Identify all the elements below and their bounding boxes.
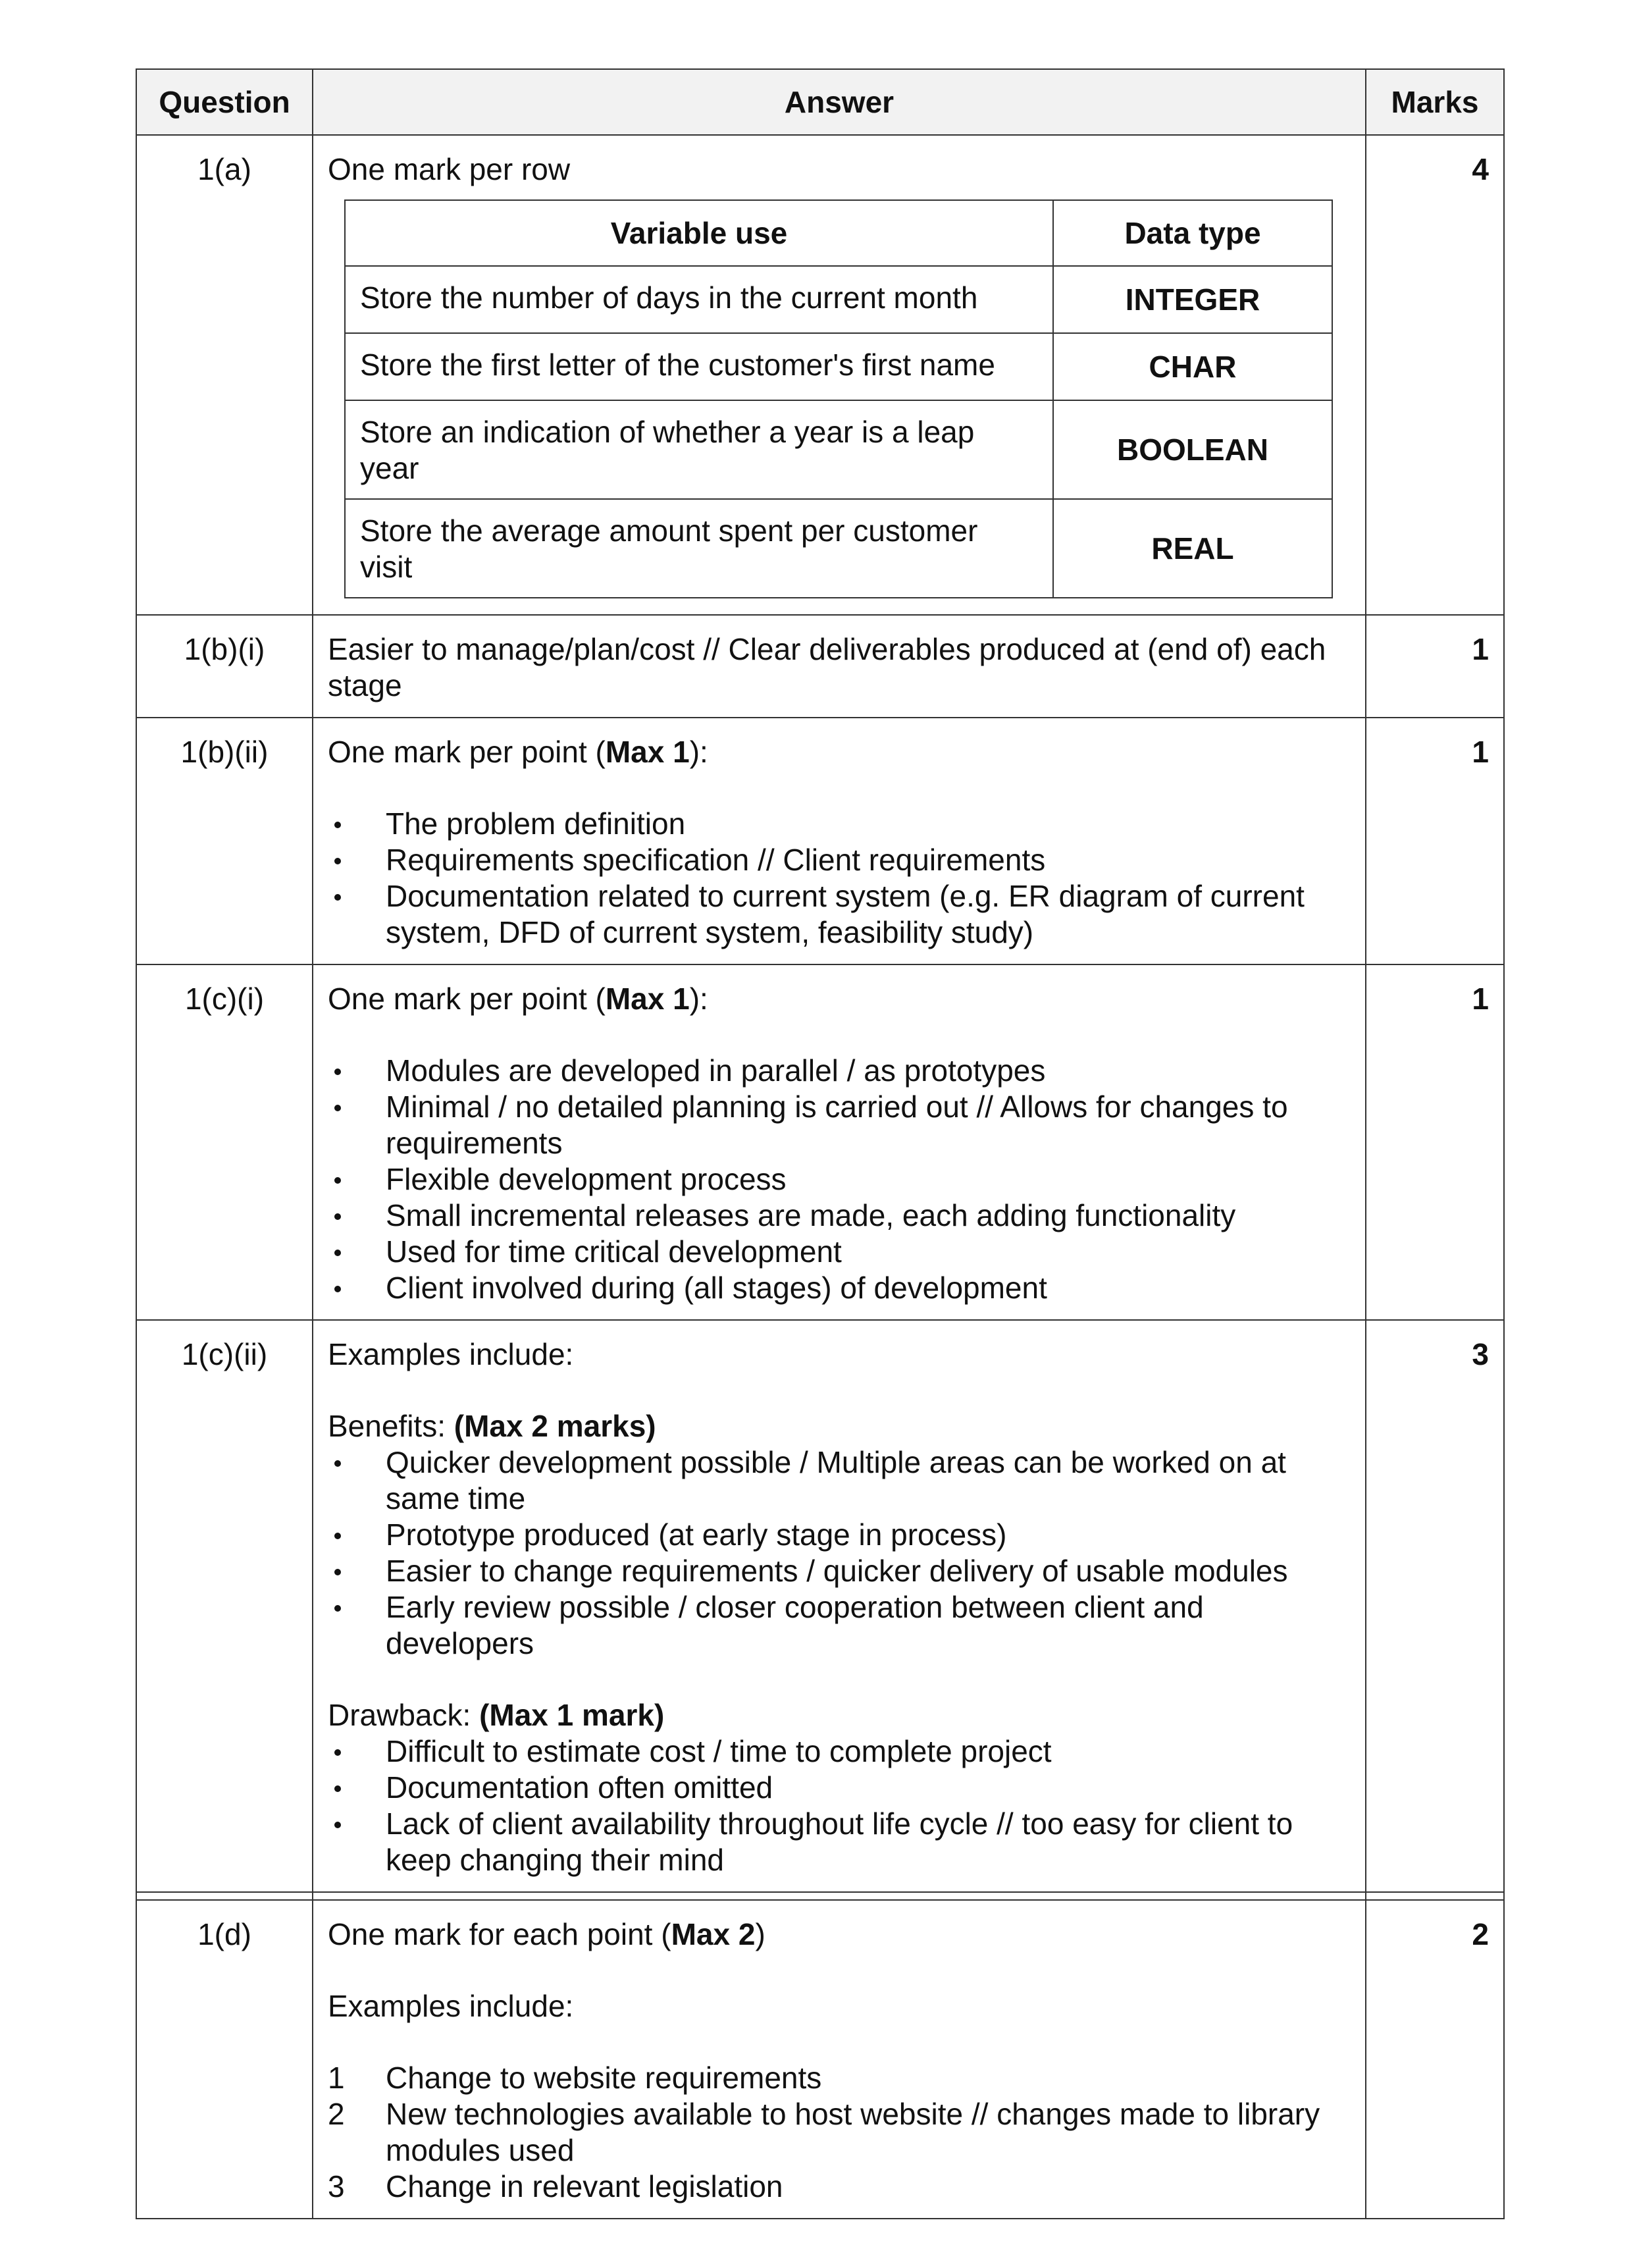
intro-end: ) (755, 1917, 765, 1951)
intro-end: ): (689, 735, 708, 769)
marks-value: 2 (1366, 1900, 1504, 2219)
data-type-header: Data type (1053, 200, 1332, 266)
answer-intro: One mark per row (328, 152, 571, 186)
drawback-list (328, 1733, 1351, 1878)
list-item: Modules are developed in parallel / as prototypes (328, 1053, 1351, 1089)
row-1cii (136, 1320, 1504, 1892)
question-number: 1(b)(i) (136, 615, 313, 718)
variable-type-table (344, 199, 1333, 598)
question-number: 1(c)(ii) (136, 1320, 313, 1892)
point-list (328, 1053, 1351, 1306)
list-item: The problem definition (328, 806, 1351, 842)
question-number: 1(b)(ii) (136, 718, 313, 964)
answer-cell (313, 1320, 1366, 1892)
examples-label: Examples include: (328, 1989, 574, 2023)
item-number: 1 (328, 2061, 345, 2095)
question-number: 1(c)(i) (136, 964, 313, 1320)
list-item: Early review possible / closer cooperation between client and developers (328, 1589, 1351, 1662)
variable-use: Store an indication of whether a year is a leap year (345, 400, 1053, 499)
separator-row (136, 1892, 1504, 1900)
list-item: Difficult to estimate cost / time to complete project (328, 1733, 1351, 1770)
row-1d (136, 1900, 1504, 2219)
answer-cell (313, 718, 1366, 964)
table-row (345, 266, 1332, 333)
table-row (345, 400, 1332, 499)
point-list (328, 806, 1351, 951)
variable-use: Store the average amount spent per customer visit (345, 499, 1053, 598)
list-item: Flexible development process (328, 1161, 1351, 1198)
answer-intro (328, 1916, 1351, 1953)
row-1ci (136, 964, 1504, 1320)
header-row (136, 69, 1504, 135)
list-item: Minimal / no detailed planning is carried out // Allows for changes to requirements (328, 1089, 1351, 1161)
item-text: New technologies available to host website // changes made to library modules used (386, 2097, 1320, 2167)
answer-cell (313, 615, 1366, 718)
answer-cell (313, 1900, 1366, 2219)
item-number: 2 (328, 2097, 345, 2131)
item-text: Change to website requirements (386, 2061, 822, 2095)
question-header: Question (136, 69, 313, 135)
intro-end: ): (689, 982, 708, 1016)
drawback-label: Drawback: (328, 1698, 480, 1732)
answer-cell (313, 964, 1366, 1320)
list-item: Documentation often omitted (328, 1770, 1351, 1806)
mark-scheme-table (136, 68, 1505, 2219)
list-item: Requirements specification // Client requirements (328, 842, 1351, 878)
list-item: Quicker development possible / Multiple areas can be worked on at same time (328, 1444, 1351, 1517)
benefits-heading (328, 1408, 1351, 1444)
benefits-label: Benefits: (328, 1409, 454, 1443)
marks-value: 3 (1366, 1320, 1504, 1892)
answer-intro (328, 981, 1351, 1017)
intro-text: One mark per point ( (328, 982, 606, 1016)
row-1bi (136, 615, 1504, 718)
list-item (328, 2096, 1351, 2169)
intro-max: Max 1 (605, 982, 690, 1016)
list-item: Easier to change requirements / quicker delivery of usable modules (328, 1553, 1351, 1589)
data-type: BOOLEAN (1053, 400, 1332, 499)
data-type: CHAR (1053, 333, 1332, 400)
answer-cell (313, 135, 1366, 615)
data-type: REAL (1053, 499, 1332, 598)
variable-use: Store the first letter of the customer's first name (345, 333, 1053, 400)
answer-text: Easier to manage/plan/cost // Clear deliverables produced at (end of) each stage (328, 632, 1326, 702)
data-type: INTEGER (1053, 266, 1332, 333)
inner-header-row (345, 200, 1332, 266)
intro-max: Max 1 (605, 735, 690, 769)
list-item: Lack of client availability throughout life cycle // too easy for client to keep changing their mind (328, 1806, 1351, 1878)
answer-intro (328, 734, 1351, 770)
marks-value: 1 (1366, 615, 1504, 718)
intro-max: Max 2 (671, 1917, 756, 1951)
separator-cell (313, 1892, 1366, 1900)
marks-value: 1 (1366, 964, 1504, 1320)
separator-cell (136, 1892, 313, 1900)
answer-intro: Examples include: (328, 1337, 574, 1371)
table-row (345, 333, 1332, 400)
numbered-list (328, 2060, 1351, 2205)
separator-cell (1366, 1892, 1504, 1900)
drawback-heading (328, 1697, 1351, 1733)
row-1a (136, 135, 1504, 615)
list-item (328, 2169, 1351, 2205)
item-text: Change in relevant legislation (386, 2169, 783, 2203)
intro-text: One mark for each point ( (328, 1917, 671, 1951)
list-item: Used for time critical development (328, 1234, 1351, 1270)
marks-value: 1 (1366, 718, 1504, 964)
table-row (345, 499, 1332, 598)
row-1bii (136, 718, 1504, 964)
question-number: 1(d) (136, 1900, 313, 2219)
benefits-max: (Max 2 marks) (454, 1409, 656, 1443)
variable-use-header: Variable use (345, 200, 1053, 266)
benefits-list (328, 1444, 1351, 1662)
variable-use: Store the number of days in the current month (345, 266, 1053, 333)
list-item (328, 2060, 1351, 2096)
list-item: Documentation related to current system (e.g. ER diagram of current system, DFD of current system, feasibility study) (328, 878, 1351, 951)
question-number: 1(a) (136, 135, 313, 615)
marks-header: Marks (1366, 69, 1504, 135)
list-item: Client involved during (all stages) of development (328, 1270, 1351, 1306)
drawback-max: (Max 1 mark) (479, 1698, 665, 1732)
marks-value: 4 (1366, 135, 1504, 615)
item-number: 3 (328, 2169, 345, 2203)
list-item: Small incremental releases are made, each adding functionality (328, 1198, 1351, 1234)
list-item: Prototype produced (at early stage in process) (328, 1517, 1351, 1553)
answer-header: Answer (313, 69, 1366, 135)
intro-text: One mark per point ( (328, 735, 606, 769)
